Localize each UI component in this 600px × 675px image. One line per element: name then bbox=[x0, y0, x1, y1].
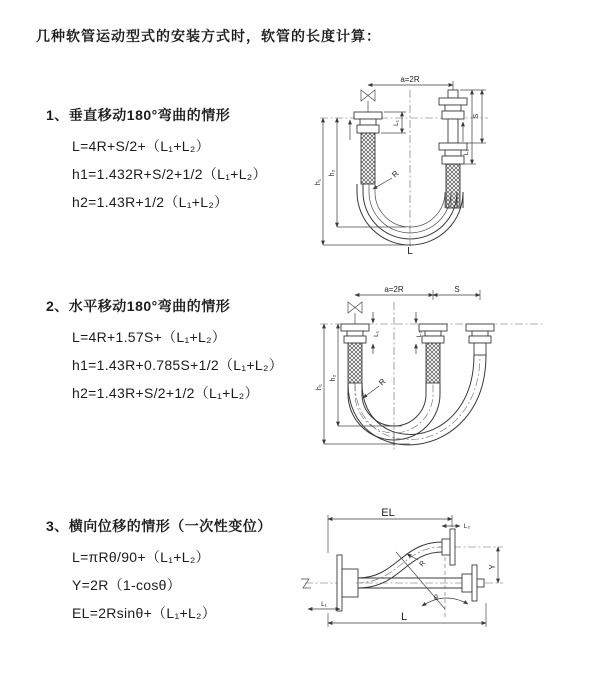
left-pipe-fitting bbox=[354, 112, 382, 184]
lower-right-flange bbox=[462, 565, 484, 601]
diagram-vertical-180-bend bbox=[310, 70, 596, 262]
break-mark bbox=[301, 579, 311, 588]
dim-label-l-total: L bbox=[400, 611, 408, 623]
dim-label-theta: θ bbox=[434, 595, 438, 602]
dim-label-h2: h₂ bbox=[329, 169, 336, 177]
dim-label-r: R bbox=[390, 168, 401, 180]
dim-label-h2: h₂ bbox=[330, 374, 337, 382]
dim-label-h1: h₁ bbox=[316, 383, 323, 391]
dim-label-l2: L₂ bbox=[416, 330, 423, 338]
dim-label-l1: L₁ bbox=[321, 601, 327, 608]
dim-label-s: S bbox=[473, 113, 480, 119]
dim-label-l2: L₂ bbox=[463, 148, 470, 156]
section-1 bbox=[46, 105, 267, 216]
dim-label-a2r: a=2R bbox=[384, 285, 404, 294]
formula-line: L=4R+1.57S+（L₁+L₂） bbox=[72, 329, 227, 345]
l2-dimension bbox=[442, 523, 471, 530]
dim-label-h1: h₁ bbox=[315, 178, 322, 186]
right-pipe-fitting bbox=[466, 324, 494, 355]
top-dimension bbox=[368, 75, 453, 94]
diagram-horizontal-180-bend bbox=[310, 282, 596, 462]
formula-line: h1=1.432R+S/2+1/2（L₁+L₂） bbox=[72, 166, 267, 182]
formula-line: h2=1.43R+1/2（L₁+L₂） bbox=[72, 194, 229, 210]
l-dimension bbox=[328, 603, 486, 627]
formula-line: h2=1.43R+S/2+1/2（L₁+L₂） bbox=[72, 385, 259, 401]
dim-label-l2: L₂ bbox=[463, 523, 471, 530]
valve-icon bbox=[348, 302, 362, 324]
dim-label-s: S bbox=[454, 285, 460, 294]
angle-construction bbox=[396, 552, 468, 619]
hose-position-2 bbox=[348, 355, 486, 445]
left-flange bbox=[337, 555, 358, 611]
formula-line: Y=2R（1-cosθ） bbox=[72, 577, 182, 593]
diagram-lateral-displacement bbox=[298, 505, 600, 645]
formula-line: EL=2Rsinθ+（L₁+L₂） bbox=[72, 605, 217, 621]
valve-icon bbox=[361, 90, 375, 112]
el-dimension bbox=[328, 507, 452, 553]
section-3 bbox=[46, 516, 272, 627]
y-dimension bbox=[488, 547, 498, 583]
dim-label-l1: L₁ bbox=[393, 120, 400, 126]
section-2 bbox=[46, 296, 283, 407]
radius-callout bbox=[373, 169, 401, 189]
dim-label-a2r: a=2R bbox=[400, 75, 420, 84]
page-title: 几种软管运动型式的安装方式时，软管的长度计算： bbox=[36, 28, 381, 44]
dim-label-l1: L₁ bbox=[373, 331, 380, 337]
radius-callout bbox=[407, 554, 427, 568]
dim-label-l-total: L bbox=[407, 246, 413, 257]
formula-line: L=4R+S/2+（L₁+L₂） bbox=[72, 138, 210, 154]
section-1-heading: 1、垂直移动180°弯曲的情形 bbox=[46, 107, 231, 123]
left-pipe-fitting bbox=[341, 324, 369, 383]
l1-dimension bbox=[373, 312, 380, 354]
dim-label-r: R bbox=[377, 376, 388, 388]
section-2-heading: 2、水平移动180°弯曲的情形 bbox=[46, 298, 231, 314]
formula-line: h1=1.43R+0.785S+1/2（L₁+L₂） bbox=[72, 357, 283, 373]
radius-callout bbox=[363, 377, 388, 398]
section-3-heading: 3、横向位移的情形（一次性变位） bbox=[46, 518, 272, 534]
displaced-hose-position bbox=[356, 542, 442, 588]
dim-label-r: R bbox=[418, 559, 428, 569]
l1-dimension bbox=[308, 601, 340, 609]
l1-dimension bbox=[381, 112, 406, 133]
middle-pipe-fitting bbox=[419, 324, 447, 383]
top-dimension bbox=[355, 285, 480, 300]
l2-dimension bbox=[416, 312, 423, 354]
dim-label-y: Y bbox=[488, 564, 497, 570]
dim-label-el: EL bbox=[381, 507, 395, 519]
formula-line: L=πRθ/90+（L₁+L₂） bbox=[72, 549, 210, 565]
upper-flange bbox=[442, 529, 455, 565]
